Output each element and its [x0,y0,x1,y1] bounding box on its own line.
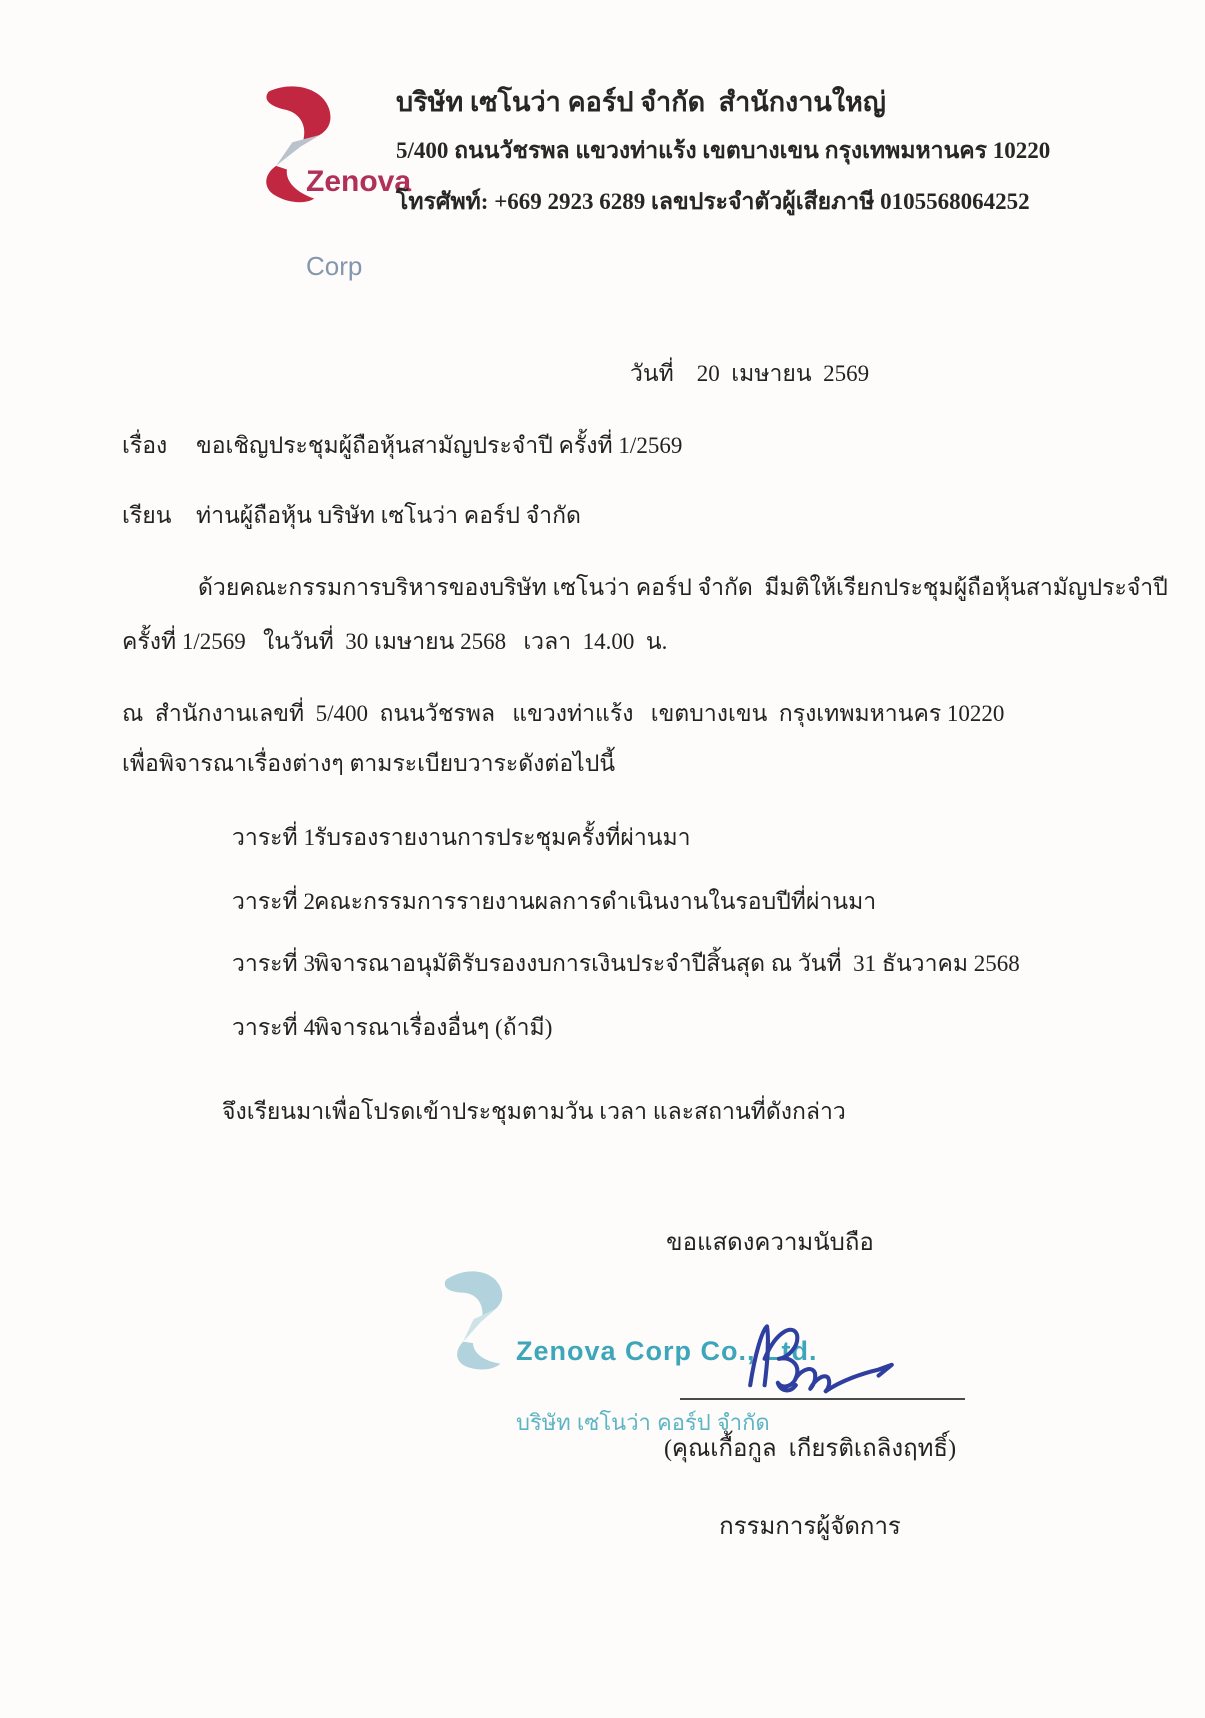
body-paragraph2-line1: ณ สำนักงานเลขที่ 5/400 ถนนวัชรพล แขวงท่าแร้ง เขตบางเขน กรุงเทพมหานคร 10220 [122,701,1005,726]
letterhead-company-line: บริษัท เซโนว่า คอร์ป จำกัด สำนักงานใหญ่ [396,87,886,117]
agenda-item-3-text: พิจารณาอนุมัติรับรองงบการเงินประจำปีสิ้นสุด ณ วันที่ 31 ธันวาคม 2568 [314,951,1020,976]
stamp-english-name: Zenova Corp Co., Ltd. [516,1336,818,1366]
letterhead-phone-taxid-line: โทรศัพท์: +669 2923 6289 เลขประจำตัวผู้เสียภาษี 0105568064252 [396,189,1030,214]
stamp-thai-name: บริษัท เซโนว่า คอร์ป จำกัด [516,1410,770,1435]
subject-text: ขอเชิญประชุมผู้ถือหุ้นสามัญประจำปี ครั้งที่ 1/2569 [196,433,683,458]
body-paragraph1-line1: ด้วยคณะกรรมการบริหารของบริษัท เซโนว่า คอร์ป จำกัด มีมติให้เรียกประชุมผู้ถือหุ้นสามัญประจำปี [198,575,1168,600]
company-logo [248,86,412,281]
agenda-item-3-label: วาระที่ 3 [232,951,315,976]
handwritten-signature [742,1318,912,1402]
body-paragraph2-line2: เพื่อพิจารณาเรื่องต่างๆ ตามระเบียบวาระดังต่อไปนี้ [122,751,616,776]
agenda-item-1-text: รับรองรายงานการประชุมครั้งที่ผ่านมา [314,825,691,850]
agenda-item-2-text: คณะกรรมการรายงานผลการดำเนินงานในรอบปีที่ผ่านมา [314,889,877,914]
logo-brand-sub-text: Corp [306,251,363,281]
to-text: ท่านผู้ถือหุ้น บริษัท เซโนว่า คอร์ป จำกัด [196,503,581,528]
body-paragraph1-line2: ครั้งที่ 1/2569 ในวันที่ 30 เมษายน 2568 เวลา 14.00 น. [122,629,668,654]
company-stamp-ribbon-icon [429,1262,524,1380]
letter-date: วันที่ 20 เมษายน 2569 [630,361,870,386]
salutation: ขอแสดงความนับถือ [666,1230,874,1256]
agenda-item-4-text: พิจารณาเรื่องอื่นๆ (ถ้ามี) [314,1015,553,1040]
letterhead-address-line: 5/400 ถนนวัชรพล แขวงท่าแร้ง เขตบางเขน กรุงเทพมหานคร 10220 [396,138,1051,163]
signature-line [680,1398,965,1400]
to-label: เรียน [122,503,172,528]
logo-brand-text: Zenova [306,165,412,198]
agenda-item-2-label: วาระที่ 2 [232,889,315,914]
signer-name: (คุณเกื้อกูล เกียรติเถลิงฤทธิ์) [663,1436,957,1462]
agenda-item-1-label: วาระที่ 1 [232,825,315,850]
closing-line: จึงเรียนมาเพื่อโปรดเข้าประชุมตามวัน เวลา และสถานที่ดังกล่าว [222,1099,846,1124]
subject-label: เรื่อง [122,433,168,458]
signer-title: กรรมการผู้จัดการ [719,1514,901,1540]
agenda-item-4-label: วาระที่ 4 [232,1015,315,1040]
